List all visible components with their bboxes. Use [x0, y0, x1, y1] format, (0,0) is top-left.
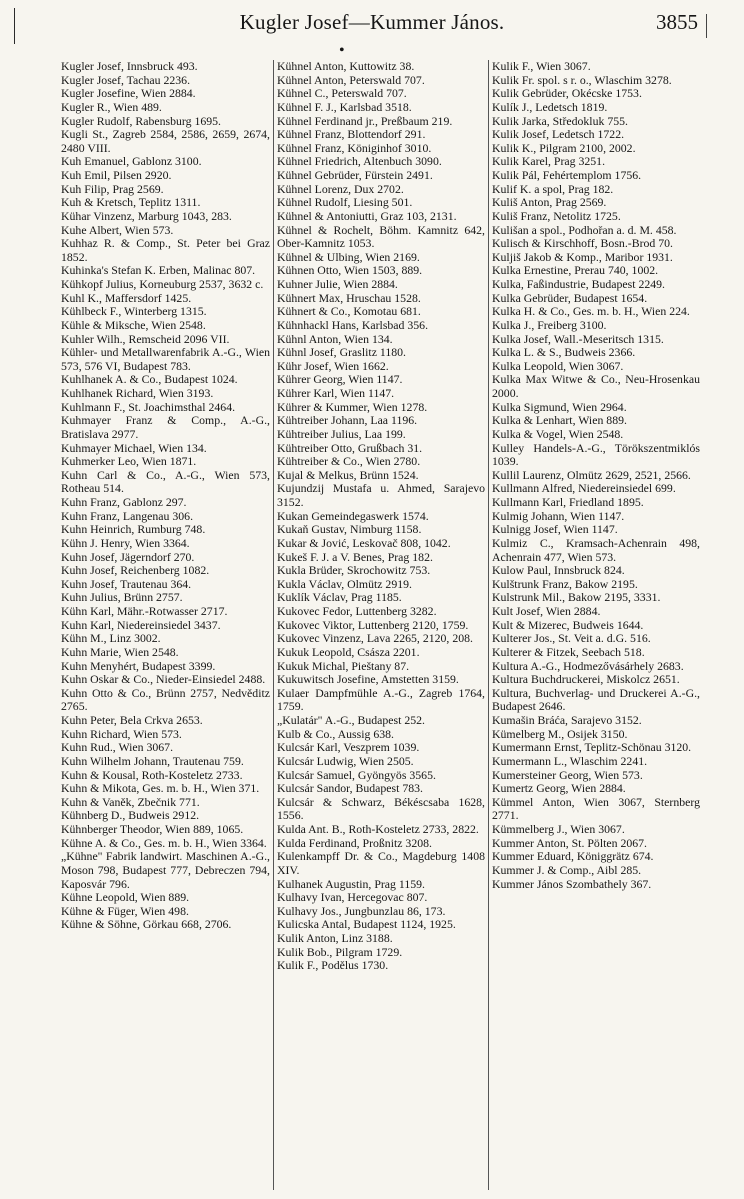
directory-entry: Kuhn Heinrich, Rumburg 748. [61, 522, 206, 537]
directory-entry: Kümelberg M., Osijek 3150. [492, 726, 628, 741]
directory-entry: Kuliš Franz, Netolitz 1725. [492, 208, 621, 223]
directory-entry: Kühn Karl, Mähr.-Rotwasser 2717. [61, 604, 228, 618]
directory-entry: Kulley Handels-A.-G., Törökszentmiklós 1039. [492, 440, 700, 469]
directory-entry: Kult Josef, Wien 2884. [492, 604, 601, 618]
directory-entry: Kühtreiber Johann, Laa 1196. [277, 413, 418, 428]
directory-entry: Kulaer Dampfmühle A.-G., Zagreb 1764, 1759. [277, 685, 485, 714]
directory-entry: Kuhn Josef, Trautenau 364. [61, 576, 192, 591]
directory-entry: Kuhn & Vaněk, Zbečnik 771. [61, 794, 200, 809]
directory-entry: Kumermann Ernst, Teplitz-Schönau 3120. [492, 740, 692, 755]
directory-entry: Kulik Jarka, Středokluk 755. [492, 113, 628, 128]
directory-entry: Kulka Josef, Wall.-Meseritsch 1315. [492, 331, 664, 346]
directory-entry: Kuhn Julius, Brünn 2757. [61, 590, 183, 605]
directory-entry: Kuhn Carl & Co., A.-G., Wien 573, Rotheau 514. [61, 467, 270, 496]
directory-entry: Kühnel Rudolf, Liesing 501. [277, 195, 413, 210]
directory-entry: Kulisch & Kirschhoff, Bosn.-Brod 70. [492, 236, 673, 251]
directory-entry: Kuhn Peter, Bela Crkva 2653. [61, 713, 203, 727]
directory-entry: Kulicska Antal, Budapest 1124, 1925. [277, 917, 456, 932]
directory-entry: Kühnberger Theodor, Wien 889, 1065. [61, 822, 244, 836]
directory-entry: Kukla Václav, Olmütz 2919. [277, 576, 412, 591]
directory-entry: Kulnigg Josef, Wien 1147. [492, 522, 618, 537]
directory-entry: Kumašin Bráća, Sarajevo 3152. [492, 713, 642, 727]
directory-entry: Kühlbeck F., Winterberg 1315. [61, 304, 207, 319]
directory-entry: Kuhn Karl, Niedereinsiedel 3437. [61, 617, 221, 632]
directory-entry: Kuhlhanek A. & Co., Budapest 1024. [61, 372, 238, 387]
directory-entry: Kühnl Anton, Wien 134. [277, 331, 393, 346]
directory-entry: Kulik Karel, Prag 3251. [492, 154, 606, 169]
directory-entry: Kult & Mizerec, Budweis 1644. [492, 617, 644, 632]
directory-entry: Kuhn Wilhelm Johann, Trautenau 759. [61, 753, 244, 768]
directory-entry: Kulka & Vogel, Wien 2548. [492, 426, 624, 441]
directory-entry: Kuklík Václav, Prag 1185. [277, 590, 402, 605]
directory-entry: Kugler Josef, Innsbruck 493. [61, 60, 198, 73]
directory-entry: Kühne & Füger, Wien 498. [61, 903, 189, 918]
directory-entry: Kulcsár Ludwig, Wien 2505. [277, 753, 414, 768]
directory-entry: Kulda Ferdinand, Proßnitz 3208. [277, 835, 432, 850]
directory-entry: Kulhavy Jos., Jungbunzlau 86, 173. [277, 903, 446, 918]
directory-entry: Kullil Laurenz, Olmütz 2629, 2521, 2566. [492, 467, 691, 482]
directory-entry: Kulík J., Ledetsch 1819. [492, 99, 608, 114]
directory-entry: Kulstrunk Mil., Bakow 2195, 3331. [492, 590, 661, 605]
directory-entry: Kümmel Anton, Wien 3067, Sternberg 2771. [492, 794, 700, 823]
directory-entry: Kuhmerker Leo, Wien 1871. [61, 454, 197, 469]
directory-entry: Kühnel Franz, Blottendorf 291. [277, 127, 426, 142]
directory-entry: Kührer Karl, Wien 1147. [277, 386, 395, 400]
directory-entry: Kuhmayer Franz & Comp., A.-G., Bratislava 2977. [61, 413, 270, 441]
header-ornament: • [339, 42, 345, 59]
directory-entry: Kühtreiber & Co., Wien 2780. [277, 454, 421, 469]
directory-entry: Kullmann Karl, Friedland 1895. [492, 495, 644, 509]
directory-entry: Kuh Filip, Prag 2569. [61, 181, 164, 196]
directory-entry: Kuh Emanuel, Gablonz 3100. [61, 154, 202, 169]
directory-entry: Kühtreiber Otto, Grußbach 31. [277, 440, 423, 455]
directory-entry: Kühnhackl Hans, Karlsbad 356. [277, 317, 429, 332]
directory-entry: Kulterer & Fitzek, Seebach 518. [492, 644, 645, 659]
directory-entry: Kühtreiber Julius, Laa 199. [277, 426, 406, 441]
column-1 [58, 60, 273, 1190]
directory-entry: Kultura A.-G., Hodmezővásárhely 2683. [492, 658, 684, 673]
directory-entry: Kultura, Buchverlag- und Druckerei A.-G., Budapest 2646. [492, 685, 700, 714]
directory-entry: Kühnen Otto, Wien 1503, 889. [277, 263, 423, 278]
directory-entry: Kuhn Josef, Jägerndorf 270. [61, 549, 195, 564]
directory-entry: Kukla Brüder, Skrochowitz 753. [277, 563, 431, 578]
directory-entry: Kuhler Wilh., Remscheid 2096 VII. [61, 331, 230, 346]
directory-entry: Kühne A. & Co., Ges. m. b. H., Wien 3364. [61, 835, 267, 850]
directory-entry: Kulmiz C., Kramsach-Achenrain 498, Achenrain 477, Wien 573. [492, 535, 700, 564]
directory-entry: Kulka L. & S., Budweis 2366. [492, 345, 636, 360]
directory-entry: Kühnel Gebrüder, Fürstein 2491. [277, 168, 433, 182]
directory-entry: Kühn M., Linz 3002. [61, 631, 161, 646]
directory-entry: Kulow Paul, Innsbruck 824. [492, 563, 625, 578]
directory-entry: Kulka H. & Co., Ges. m. b. H., Wien 224. [492, 304, 690, 319]
directory-entry: Kukuwitsch Josefine, Amstetten 3159. [277, 672, 459, 687]
directory-entry: Kuliš Anton, Prag 2569. [492, 195, 607, 210]
directory-entry: Kuhlmann F., St. Joachimsthal 2464. [61, 399, 236, 414]
column-2 [273, 60, 488, 1190]
column-3 [488, 60, 703, 1190]
directory-entry: Kulik Fr. spol. s r. o., Wlaschim 3278. [492, 72, 672, 87]
directory-entry: Kulik F., Wien 3067. [492, 60, 591, 73]
directory-entry: Kummer Anton, St. Pölten 2067. [492, 835, 648, 850]
directory-entry: Kühler- und Metallwarenfabrik A.-G., Wien 573, 576 VI, Budapest 783. [61, 345, 270, 373]
directory-entry: Kukuk Leopold, Császa 2201. [277, 644, 420, 659]
directory-entry: Kühkopf Julius, Korneuburg 2537, 3632 c. [61, 277, 264, 291]
directory-entry: Kulb & Co., Aussig 638. [277, 726, 395, 741]
directory-entry: Kummer J. & Comp., Aibl 285. [492, 862, 642, 877]
directory-entry: Kulštrunk Franz, Bakow 2195. [492, 576, 638, 591]
directory-entry: Kulcsár Samuel, Gyöngyös 3565. [277, 767, 436, 782]
directory-entry: Kulda Ant. B., Roth-Kosteletz 2733, 2822. [277, 822, 479, 836]
directory-entry: „Kulatár" A.-G., Budapest 252. [277, 713, 425, 727]
directory-entry: Kulik Pál, Fehértemplom 1756. [492, 168, 642, 182]
directory-entry: Kukar & Jović, Leskovač 808, 1042. [277, 535, 451, 550]
directory-entry: Kühnberg D., Budweis 2912. [61, 808, 200, 823]
directory-entry: Kuhner Julie, Wien 2884. [277, 277, 398, 291]
directory-entry: Kühne & Söhne, Görkau 668, 2706. [61, 917, 232, 932]
directory-entry: Kuhn Menyhért, Budapest 3399. [61, 658, 216, 673]
directory-entry: Kulka Ernestine, Prerau 740, 1002. [492, 263, 659, 278]
directory-entry: Kulcsár & Schwarz, Békéscsaba 1628, 1556. [277, 794, 485, 823]
directory-entry: Kultura Buchdruckerei, Miskolcz 2651. [492, 672, 680, 687]
directory-entry: Kulik Bob., Pilgram 1729. [277, 944, 403, 959]
directory-entry: Kulcsár Sandor, Budapest 783. [277, 781, 423, 796]
header-edge-rule [706, 14, 707, 38]
directory-entry: Kugli St., Zagreb 2584, 2586, 2659, 2674, 2480 VIII. [61, 127, 270, 155]
directory-entry: Kukaň Gustav, Nimburg 1158. [277, 522, 422, 537]
directory-entry: Kühnl Josef, Graslitz 1180. [277, 345, 406, 360]
directory-entry: Kühnel Anton, Peterswald 707. [277, 72, 425, 87]
directory-entry: Kumermann L., Wlaschim 2241. [492, 753, 648, 768]
directory-entry: Kühnert & Co., Komotau 681. [277, 304, 421, 319]
directory-entry: Kuhn Otto & Co., Brünn 2757, Nedvěditz 2765. [61, 685, 270, 714]
directory-entry: Kulka Sigmund, Wien 2964. [492, 399, 627, 414]
directory-entry: Kuhn Richard, Wien 573. [61, 726, 182, 741]
directory-entry: Kulka & Lenhart, Wien 889. [492, 413, 627, 428]
directory-entry: Kuhlhanek Richard, Wien 3193. [61, 386, 214, 400]
directory-entry: Kugler Josef, Tachau 2236. [61, 72, 191, 87]
directory-entry: Kullmann Alfred, Niedereinsiedel 699. [492, 481, 676, 496]
directory-entry: Kühle & Miksche, Wien 2548. [61, 317, 206, 332]
directory-entry: Kühnel C., Peterswald 707. [277, 86, 407, 101]
directory-entry: Kukuk Michal, Pieštany 87. [277, 658, 410, 673]
directory-entry: Kühnel Anton, Kuttowitz 38. [277, 60, 415, 73]
directory-entry: Kühar Vinzenz, Marburg 1043, 283. [61, 208, 232, 223]
directory-entry: Kulif K. a spol, Prag 182. [492, 181, 614, 196]
directory-entry: Kujal & Melkus, Brünn 1524. [277, 467, 419, 482]
directory-entry: Kulik Anton, Linz 3188. [277, 931, 393, 945]
directory-entry: Kuh Emil, Pilsen 2920. [61, 168, 172, 182]
directory-entry: Kulka Gebrüder, Budapest 1654. [492, 290, 648, 305]
directory-entry: Kulik Gebrüder, Okécske 1753. [492, 86, 642, 101]
directory-entry: Kummer Eduard, Königgrätz 674. [492, 849, 654, 864]
directory-columns [58, 60, 703, 1190]
directory-entry: Kulterer Jos., St. Veit a. d.G. 516. [492, 631, 651, 646]
directory-entry: Kühnel Friedrich, Altenbuch 3090. [277, 154, 442, 169]
directory-entry: Kühr Josef, Wien 1662. [277, 358, 389, 373]
page-title: Kugler Josef—Kummer János. [239, 10, 505, 34]
directory-entry: Kulhanek Augustin, Prag 1159. [277, 876, 425, 891]
directory-entry: „Kühne" Fabrik landwirt. Maschinen A.-G., Moson 798, Budapest 777, Debreczen 794, Kaposvár 796. [61, 849, 270, 891]
directory-entry: Kulka Leopold, Wien 3067. [492, 358, 624, 373]
directory-entry: Kühnel & Ulbing, Wien 2169. [277, 249, 420, 264]
directory-entry: Kuhe Albert, Wien 573. [61, 222, 174, 237]
directory-entry: Kümmelberg J., Wien 3067. [492, 822, 625, 836]
directory-entry: Kujundzij Mustafa u. Ahmed, Sarajevo 3152. [277, 481, 485, 509]
directory-entry: Kulik F., Podělus 1730. [277, 958, 389, 973]
directory-entry: Kuhn & Mikota, Ges. m. b. H., Wien 371. [61, 781, 260, 796]
directory-entry: Kulenkampff Dr. & Co., Magdeburg 1408 XIV. [277, 849, 485, 877]
directory-entry: Kulik K., Pilgram 2100, 2002. [492, 140, 636, 155]
directory-entry: Kuhn Franz, Gablonz 297. [61, 495, 187, 509]
directory-entry: Kühnert Max, Hruschau 1528. [277, 290, 421, 305]
directory-entry: Kuhn Oskar & Co., Nieder-Einsiedel 2488. [61, 672, 266, 687]
directory-entry: Kugler R., Wien 489. [61, 99, 162, 114]
directory-entry: Kulišan a spol., Podhořan a. d. M. 458. [492, 222, 677, 237]
directory-entry: Kummer János Szombathely 367. [492, 876, 652, 891]
directory-entry: Kuhl K., Maffersdorf 1425. [61, 290, 192, 305]
directory-entry: Kukovec Fedor, Luttenberg 3282. [277, 604, 437, 618]
directory-entry: Kulka J., Freiberg 3100. [492, 317, 607, 332]
directory-entry: Kuhn & Kousal, Roth-Kosteletz 2733. [61, 767, 243, 782]
directory-entry: Kulhavy Ivan, Hercegovac 807. [277, 890, 428, 905]
directory-entry: Kulka, Faßindustrie, Budapest 2249. [492, 277, 666, 291]
directory-entry: Kuhn Rud., Wien 3067. [61, 740, 174, 755]
directory-entry: Kuhhaz R. & Comp., St. Peter bei Graz 1852. [61, 236, 270, 264]
directory-entry: Kühnel Franz, Königinhof 3010. [277, 140, 432, 155]
directory-entry: Kumertz Georg, Wien 2884. [492, 781, 626, 796]
directory-entry: Kulka Max Witwe & Co., Neu-Hrosenkau 2000. [492, 372, 700, 400]
directory-entry: Kührer Georg, Wien 1147. [277, 372, 403, 387]
directory-entry: Kühnel Lorenz, Dux 2702. [277, 181, 404, 196]
directory-entry: Kuhn Marie, Wien 2548. [61, 644, 179, 659]
directory-entry: Kuh & Kretsch, Teplitz 1311. [61, 195, 201, 210]
directory-entry: Kugler Rudolf, Rabensburg 1695. [61, 113, 222, 128]
directory-entry: Kugler Josefine, Wien 2884. [61, 86, 196, 101]
directory-entry: Kukeš F. J. a V. Benes, Prag 182. [277, 549, 433, 564]
directory-entry: Kuhn Franz, Langenau 306. [61, 508, 194, 523]
directory-entry: Kühnel Ferdinand jr., Preßbaum 219. [277, 113, 453, 128]
directory-entry: Kuhn Josef, Reichenberg 1082. [61, 563, 210, 578]
directory-entry: Kulcsár Karl, Veszprem 1039. [277, 740, 420, 755]
directory-entry: Kulik Josef, Ledetsch 1722. [492, 127, 625, 142]
directory-entry: Kulmig Johann, Wien 1147. [492, 508, 625, 523]
directory-entry: Kührer & Kummer, Wien 1278. [277, 399, 428, 414]
directory-entry: Kukan Gemeindegaswerk 1574. [277, 508, 429, 523]
directory-entry: Kühnel F. J., Karlsbad 3518. [277, 99, 412, 114]
directory-entry: Kuhinka's Stefan K. Erben, Malinac 807. [61, 263, 256, 278]
directory-entry: Kukovec Viktor, Luttenberg 2120, 1759. [277, 617, 469, 632]
directory-entry: Kuljiš Jakob & Komp., Maribor 1931. [492, 249, 673, 264]
directory-entry: Kühn J. Henry, Wien 3364. [61, 535, 190, 550]
page-number: 3855 [656, 10, 698, 34]
directory-entry: Kühne Leopold, Wien 889. [61, 890, 190, 905]
directory-entry: Kühnel & Rochelt, Böhm. Kamnitz 642, Ober-Kamnitz 1053. [277, 222, 485, 251]
directory-entry: Kumersteiner Georg, Wien 573. [492, 767, 643, 782]
directory-entry: Kühnel & Antoniutti, Graz 103, 2131. [277, 208, 457, 223]
directory-entry: Kukovec Vinzenz, Lava 2265, 2120, 208. [277, 631, 473, 646]
directory-entry: Kuhmayer Michael, Wien 134. [61, 440, 207, 455]
